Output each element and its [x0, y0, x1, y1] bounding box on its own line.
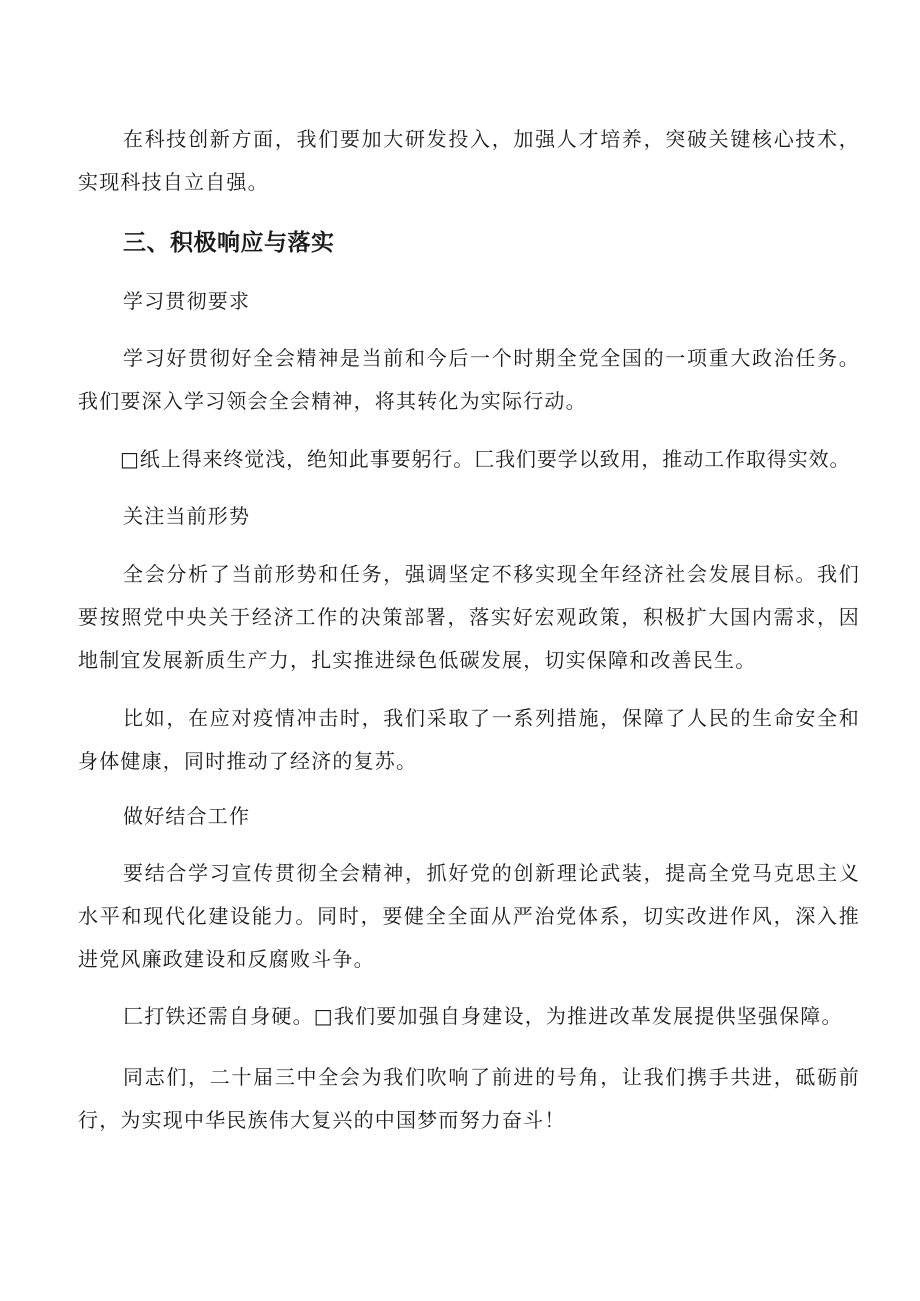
paragraph-closing: 同志们，二十届三中全会为我们吹响了前进的号角，让我们携手共进，砥砺前行，为实现中华民族伟大复兴的中国梦而努力奋斗！ — [78, 1065, 860, 1132]
paragraph-practice: □纸上得来终觉浅，绝知此事要躬行。匚我们要学以致用，推动工作取得实效。 — [120, 447, 851, 471]
section-heading-3: 三、积极响应与落实 — [123, 230, 335, 256]
paragraph-study: 学习好贯彻好全会精神是当前和今后一个时期全党全国的一项重大政治任务。我们要深入学习领会全会精神，将其转化为实际行动。 — [78, 346, 860, 413]
paragraph-example: 比如，在应对疫情冲击时，我们采取了一系列措施，保障了人民的生命安全和身体健康，同时推动了经济的复苏。 — [78, 706, 860, 773]
subheading-situation: 关注当前形势 — [123, 504, 251, 528]
paragraph-situation: 全会分析了当前形势和任务，强调坚定不移实现全年经济社会发展目标。我们要按照党中央关于经济工作的决策部署，落实好宏观政策，积极扩大国内需求，因地制宜发展新质生产力，扎实推进绿色低碳发展，切实保障和改善民生。 — [78, 562, 860, 672]
subheading-study: 学习贯彻要求 — [123, 289, 251, 313]
subheading-combine: 做好结合工作 — [123, 804, 251, 828]
paragraph-self-discipline: 匚打铁还需自身硬。□我们要加强自身建设，为推进改革发展提供坚强保障。 — [123, 1004, 843, 1028]
paragraph-tech-innovation: 在科技创新方面，我们要加大研发投入，加强人才培养，突破关键核心技术，实现科技自立自强。 — [78, 127, 860, 194]
paragraph-combine: 要结合学习宣传贯彻全会精神，抓好党的创新理论武装，提高全党马克思主义水平和现代化建设能力。同时，要健全全面从严治党体系，切实改进作风，深入推进党风廉政建设和反腐败斗争。 — [78, 861, 860, 971]
